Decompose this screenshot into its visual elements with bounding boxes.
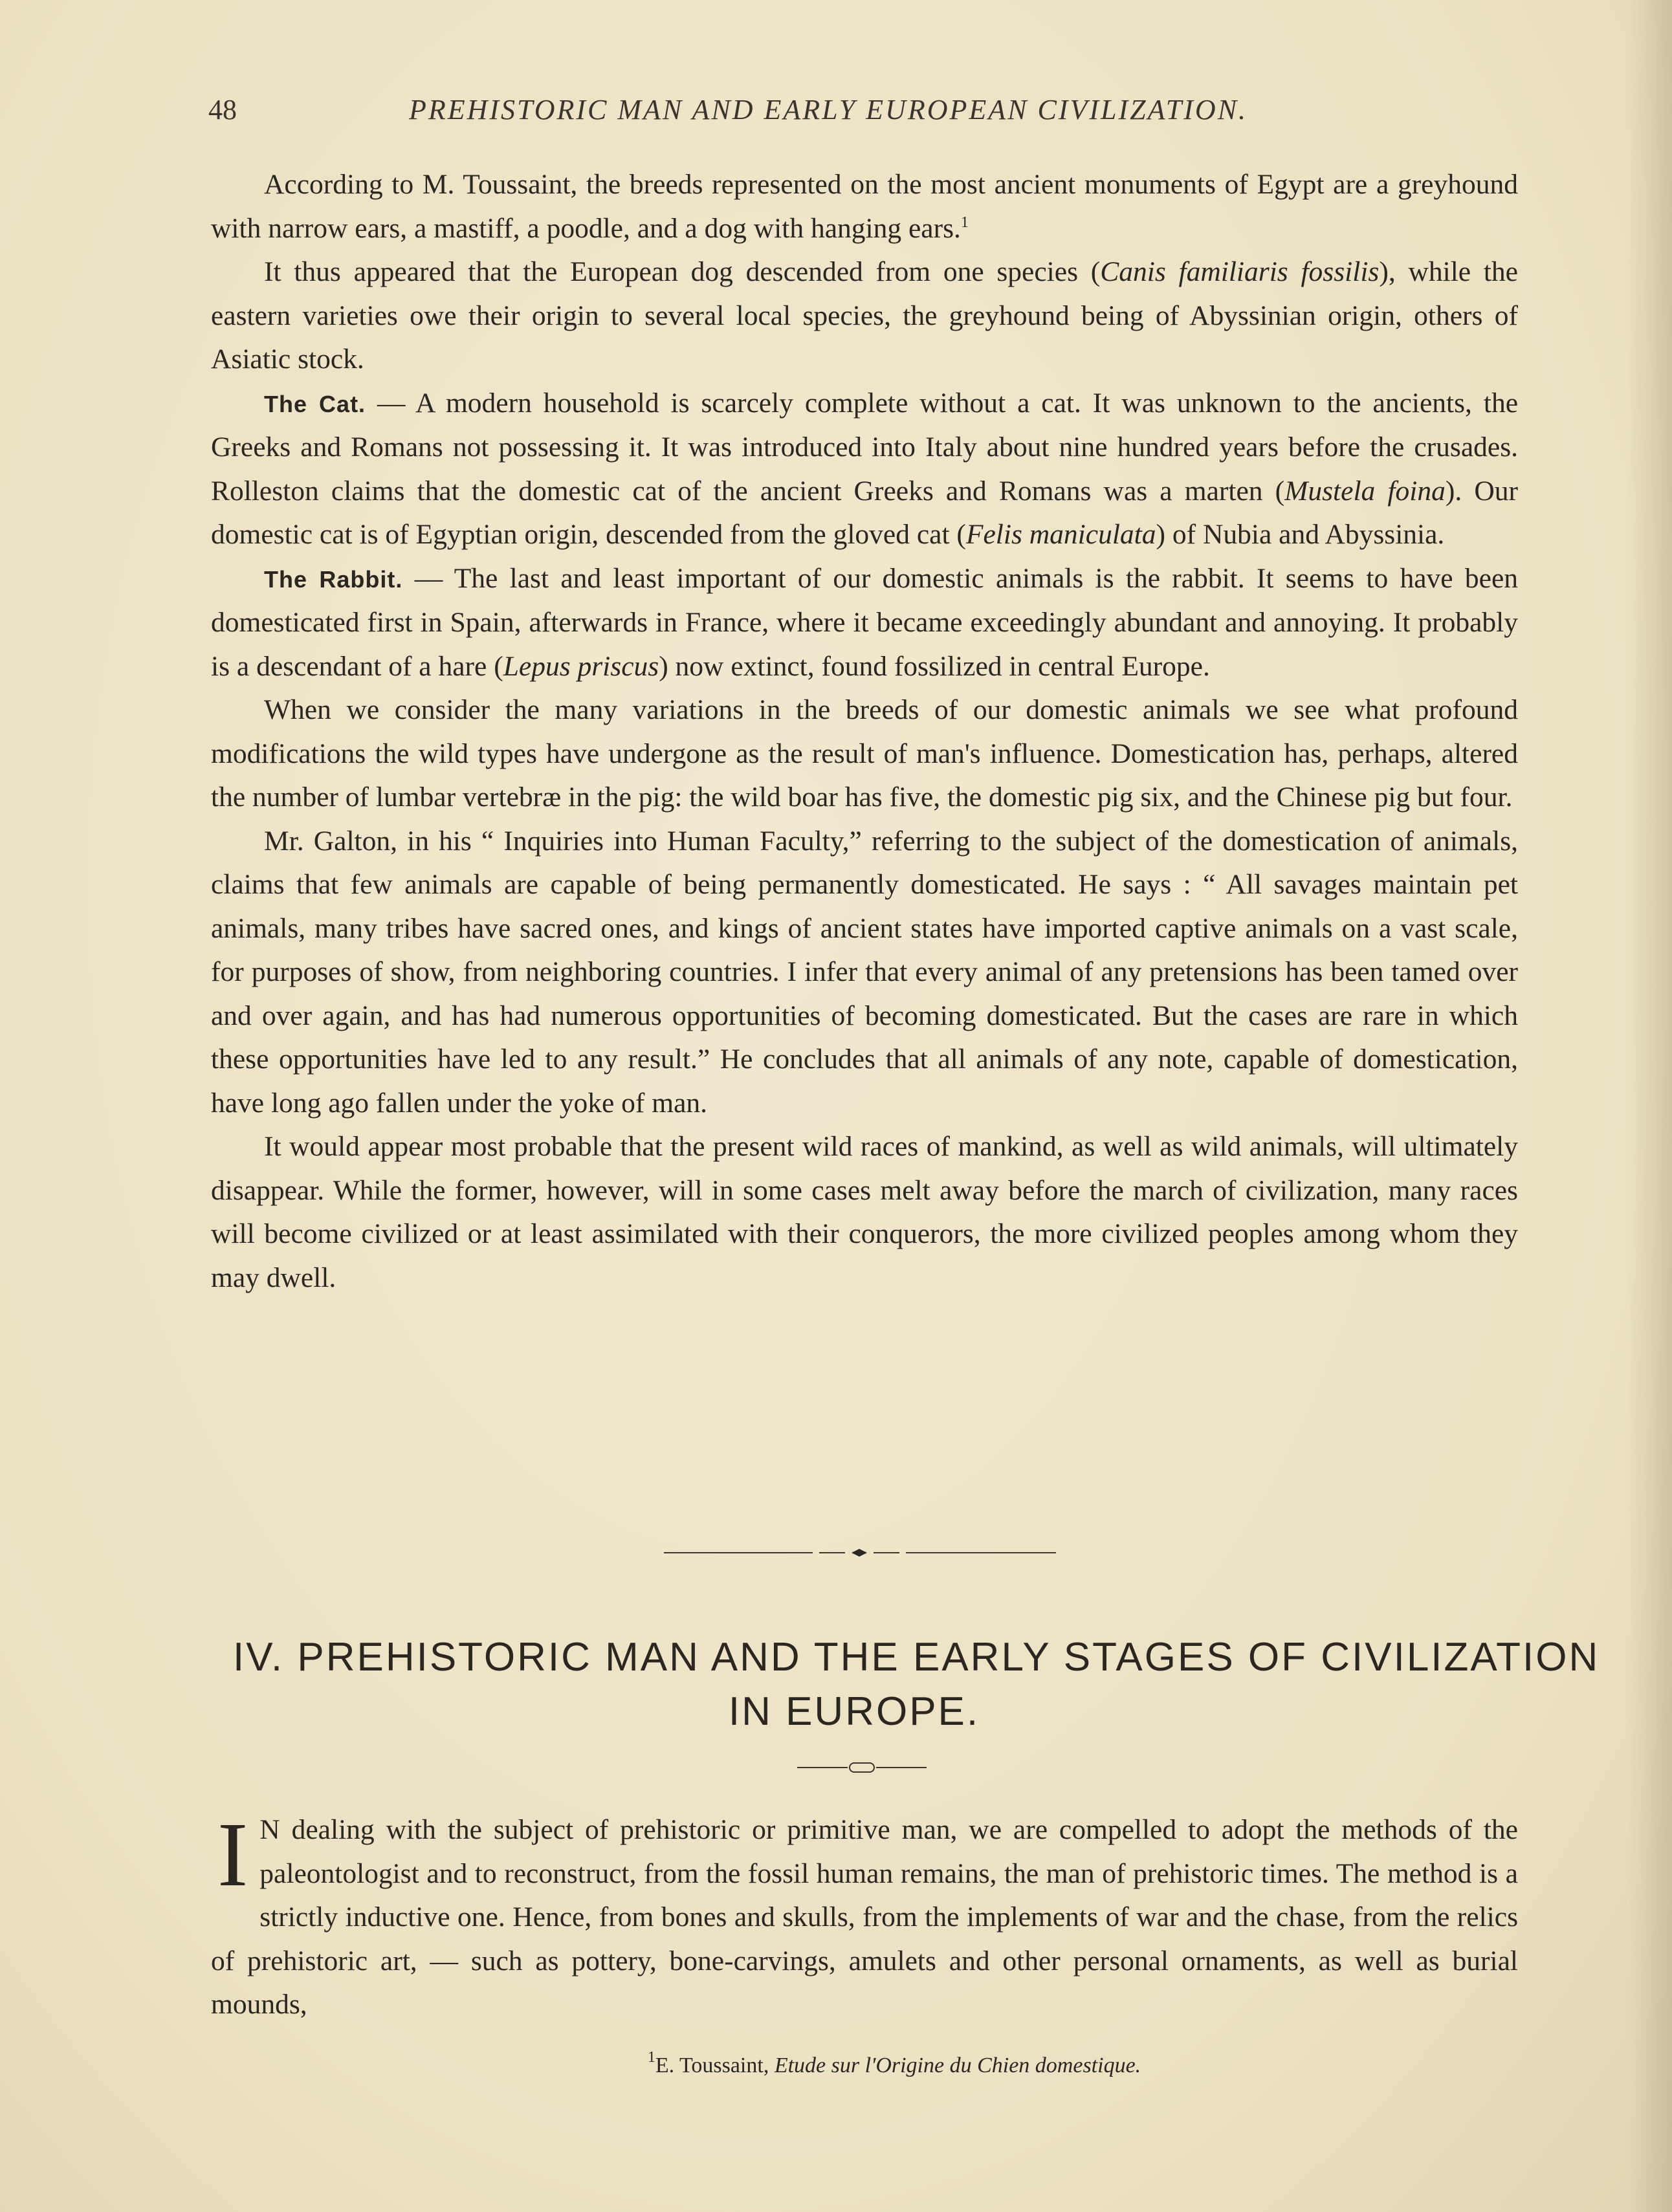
- chapter-heading: [233, 1630, 1600, 1739]
- scientific-name: Mustela foina: [1284, 475, 1446, 507]
- page-number: 48: [208, 94, 237, 126]
- section-heading-rabbit: The Rabbit.: [264, 565, 403, 593]
- section-divider-ornament: [664, 1546, 1056, 1559]
- body-text: [211, 163, 1518, 1300]
- paragraph-egypt-breeds: According to M. Toussaint, the breeds represented on the most ancient monuments of Egypt are a greyhound with narrow ears, a mastiff, a poodle, and a dog with hanging ears.$^1$: [211, 169, 1518, 244]
- chapter-intro-text: I N dealing with the subject of prehistoric or primitive man, we are compelled to adopt the methods of the paleontologist and to reconstruct, from the fossil human remains, the man of prehistoric times. The method is a strictly inductive one. Hence, from bones and skulls, from the implements of war and the chase, from the relics of prehistoric art, — such as pottery, bone-carvings, amulets and other personal ornaments, as well as burial mounds,: [211, 1803, 1518, 2020]
- drop-cap: I: [217, 1803, 248, 1905]
- footnote: [0, 2050, 1672, 2082]
- chapter-ornament: [797, 1762, 927, 1773]
- footnote-marker[interactable]: 1: [960, 214, 969, 231]
- footnote-author: E. Toussaint,: [655, 2053, 769, 2077]
- paragraph-european-dog: It thus appeared that the European dog descended from one species (Canis familiaris fossilis), while the eastern varieties owe their origin to several local species, the greyhound being of Abyssinian origin, others of Asiatic stock.: [211, 256, 1518, 375]
- paragraph-cat: The Cat. — A modern household is scarcely complete without a cat. It was unknown to the ancients, the Greeks and Romans not possessing it. It was introduced into Italy about nine hundred years before the crusades. Rolleston claims that the domestic cat of the ancient Greeks and Romans was a marten (Mustela foina). Our domestic cat is of Egyptian origin, descended from the gloved cat (Felis maniculata) of Nubia and Abyssinia.: [211, 387, 1519, 550]
- footnote-title: Etude sur l'Origine du Chien domestique.: [774, 2053, 1141, 2077]
- chapter-heading-line1: IV. PREHISTORIC MAN AND THE EARLY STAGES OF CIVILIZATION: [233, 1635, 1600, 1680]
- paragraph-rabbit: The Rabbit. — The last and least important of our domestic animals is the rabbit. It seems to have been domesticated first in Spain, afterwards in France, where it became exceedingly abundant and annoying. It probably is a descendant of a hare (Lepus priscus) now extinct, found fossilized in central Europe.: [211, 562, 1519, 682]
- running-title: PREHISTORIC MAN AND EARLY EUROPEAN CIVILIZATION.: [409, 94, 1248, 126]
- page-gutter-shadow: [1627, 0, 1672, 2212]
- scientific-name: Lepus priscus: [503, 650, 659, 682]
- chapter-heading-line2: IN EUROPE.: [728, 1689, 980, 1734]
- scientific-name: Canis familiaris fossilis: [1100, 256, 1380, 287]
- section-heading-cat: The Cat.: [264, 390, 366, 417]
- paragraph-wild-races: It would appear most probable that the present wild races of mankind, as well as wild animals, will ultimately disappear. While the former, however, will in some cases melt away before the march of civilization, many races will become civilized or at least assimilated with their conquerors, the more civilized peoples among whom they may dwell.: [211, 1131, 1518, 1293]
- footnote-number: 1: [647, 2049, 655, 2066]
- scientific-name: Felis maniculata: [965, 519, 1156, 550]
- paragraph-variations: When we consider the many variations in the breeds of our domestic animals we see what profound modifications the wild types have undergone as the result of man's influence. Domestication has, perhaps, altered the number of lumbar vertebræ in the pig: the wild boar has five, the domestic pig six, and the Chinese pig but four.: [211, 694, 1518, 813]
- paragraph-galton: Mr. Galton, in his “ Inquiries into Human Faculty,” referring to the subject of the domestication of animals, claims that few animals are capable of being permanently domesticated. He says : “ All savages maintain pet animals, many tribes have sacred ones, and kings of ancient states have imported captive animals on a vast scale, for purposes of show, from neighboring countries. I infer that every animal of any pretensions has been tamed over and over again, and has had numerous opportunities of becoming domesticated. But the cases are rare in which these opportunities have led to any result.” He concludes that all animals of any note, capable of domestication, have long ago fallen under the yoke of man.: [211, 825, 1518, 1119]
